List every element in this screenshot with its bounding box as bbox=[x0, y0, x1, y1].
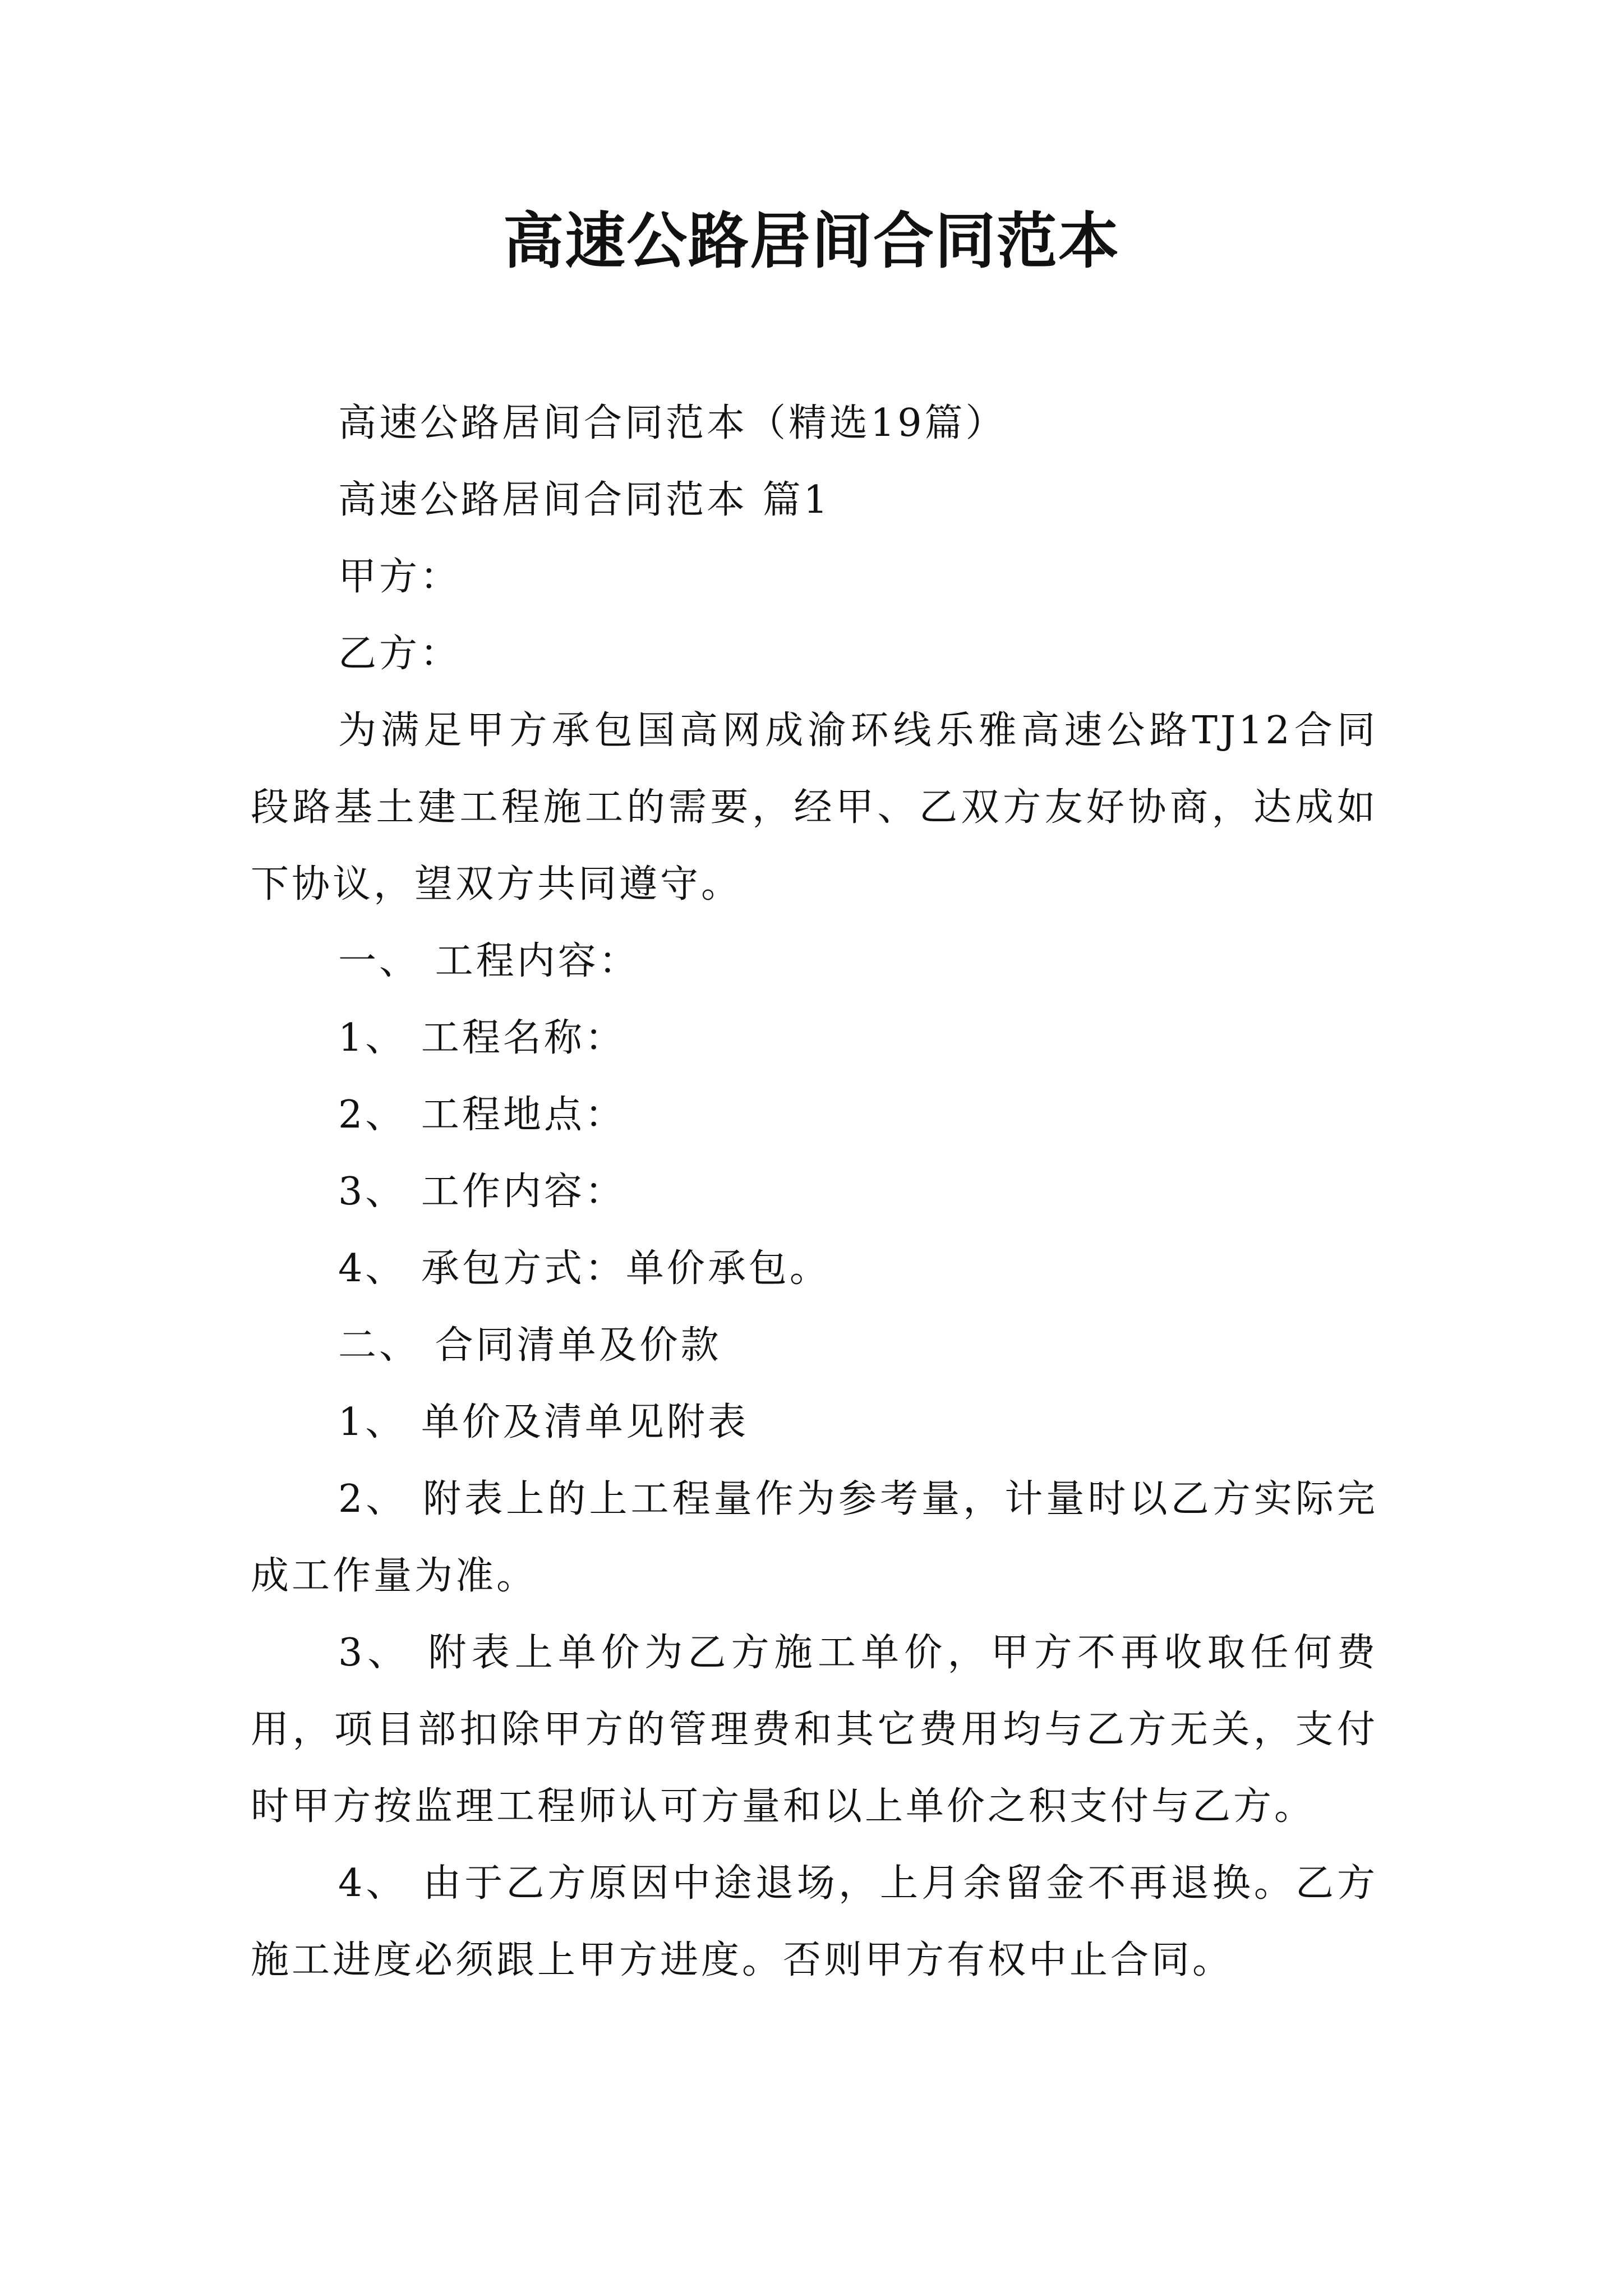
paragraph-clause-item: 1、 单价及清单见附表 bbox=[338, 1400, 749, 1444]
paragraph-clause-item: 2、 工程地点： bbox=[338, 1093, 626, 1137]
paragraph-section-heading: 高速公路居间合同范本 篇1 bbox=[338, 478, 831, 522]
paragraph-preamble: 为满足甲方承包国高网成渝环线乐雅高速公路TJ12合同段路基土建工程施工的需要，经甲、乙双方友好协商，达成如下协议，望双方共同遵守。 bbox=[251, 708, 1378, 907]
paragraph-clause-item: 2、 附表上的上工程量作为参考量，计量时以乙方实际完成工作量为准。 bbox=[251, 1477, 1378, 1598]
paragraph-party-a: 甲方： bbox=[338, 555, 462, 599]
paragraph-party-b: 乙方： bbox=[338, 632, 462, 676]
document-title: 高速公路居间合同范本 bbox=[502, 206, 1120, 277]
paragraph-clause-item: 1、 工程名称： bbox=[338, 1016, 626, 1060]
paragraph-clause-item: 4、 承包方式：单价承包。 bbox=[338, 1246, 831, 1291]
paragraph-clause-item: 3、 附表上单价为乙方施工单价，甲方不再收取任何费用，项目部扣除甲方的管理费和其它费用均与乙方无关，支付时甲方按监理工程师认可方量和以上单价之积支付与乙方。 bbox=[251, 1631, 1378, 1829]
paragraph-subtitle: 高速公路居间合同范本（精选19篇） bbox=[338, 401, 1007, 445]
paragraph-clause-item: 4、 由于乙方原因中途退场，上月余留金不再退换。乙方施工进度必须跟上甲方进度。否则甲方有权中止合同。 bbox=[251, 1861, 1378, 1982]
paragraph-clause-item: 3、 工作内容： bbox=[338, 1170, 626, 1214]
document-body bbox=[251, 385, 1378, 1999]
paragraph-clause-heading: 一、 工程内容： bbox=[338, 939, 640, 983]
paragraph-clause-heading: 二、 合同清单及价款 bbox=[338, 1323, 722, 1368]
